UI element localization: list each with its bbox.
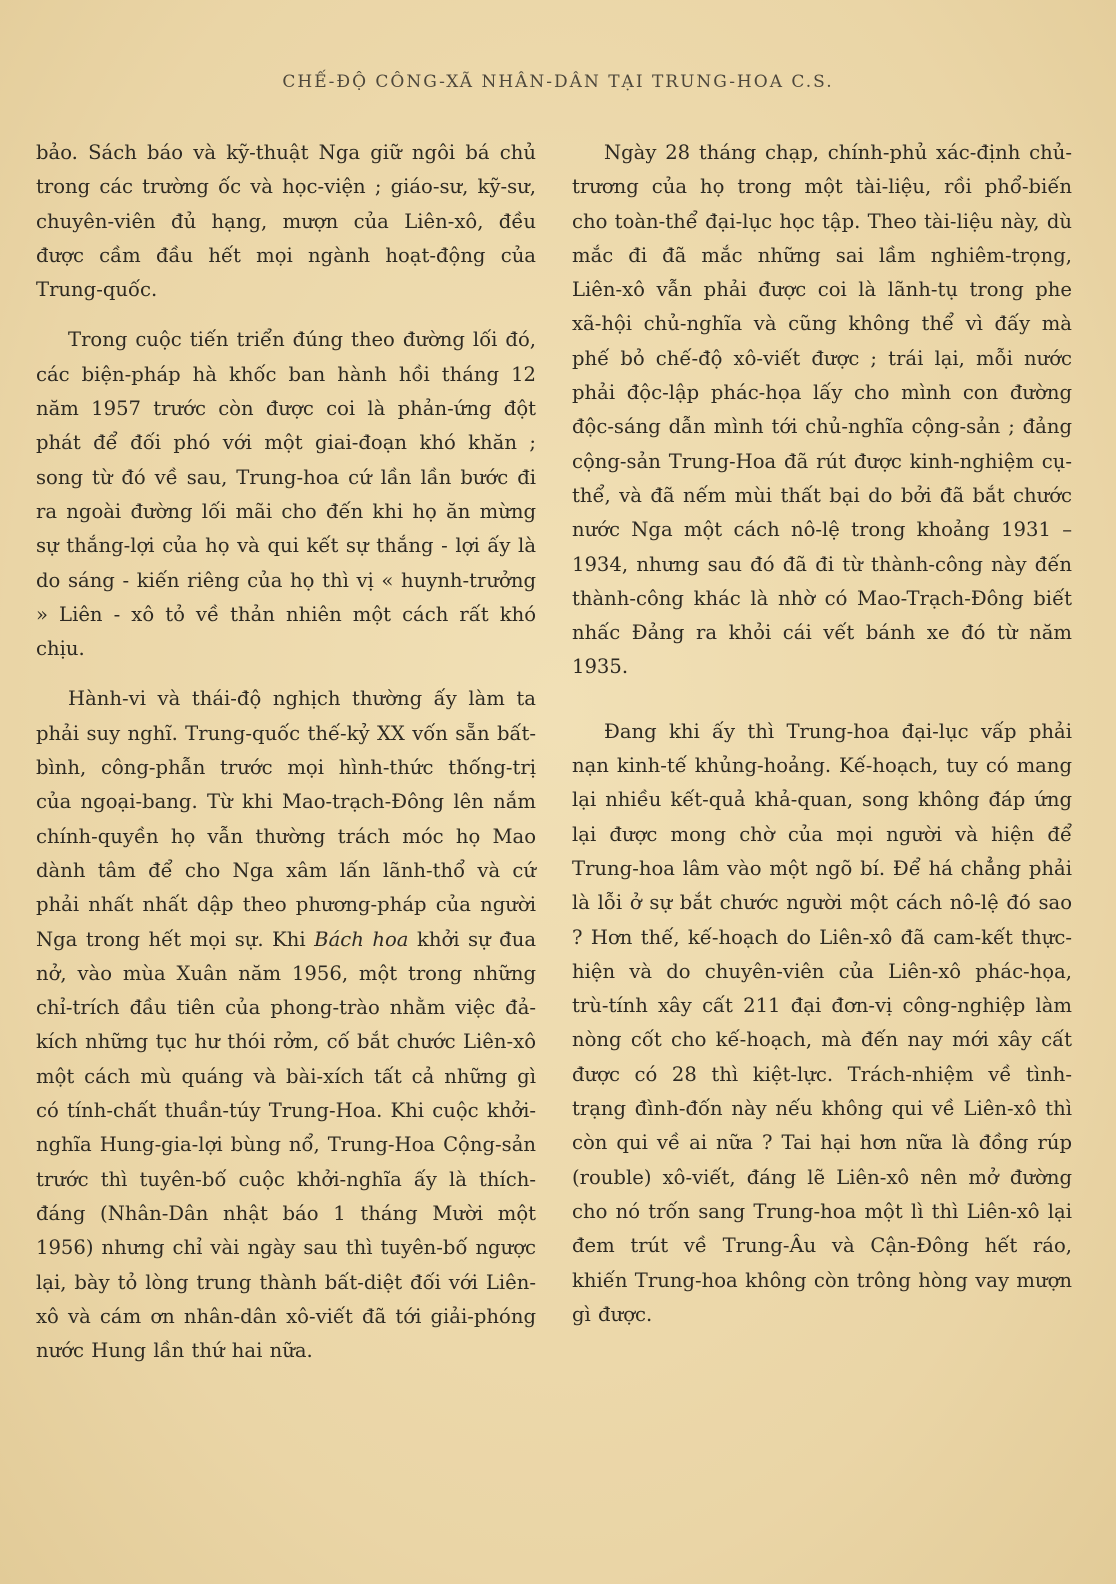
paragraph-2	[36, 323, 536, 666]
paragraph-text: Đang khi ấy thì Trung-hoa đại-lục vấp phải nạn kinh-tế khủng-hoảng. Kế-hoạch, tuy có mang lại nhiều kết-quả khả-quan, song không đáp ứng lại được mong chờ của mọi người và hiện để Trung-hoa lâm vào một ngõ bí. Để há chẳng phải là lỗi ở sự bắt chước người một cách nô-lệ đó sao ? Hơn thế, kế-hoạch do Liên-xô đã cam-kết thực-hiện và do chuyên-viên của Liên-xô phác-họa, trù-tính xây cất 211 đại đơn-vị công-nghiệp làm nòng cốt cho kế-hoạch, mà đến nay mới xây cất được có 28 thì kiệt-lực. Trách-nhiệm về tình-trạng đình-đốn này nếu không qui về Liên-xô thì còn qui về ai nữa ? Tai hại hơn nữa là đồng rúp (rouble) xô-viết, đáng lẽ Liên-xô nên mở đường cho nó trốn sang Trung-hoa một lì thì Liên-xô lại đem trút về Trung-Âu và Cận-Đông hết ráo, khiến Trung-hoa không còn trông hòng vay mượn gì được.	[572, 719, 1072, 1326]
paragraph-text-part: Hành-vi và thái-độ nghịch thường ấy làm ta phải suy nghĩ. Trung-quốc thế-kỷ XX vốn sẵn bất-bình, công-phẫn trước mọi hình-thức thống-trị của ngoại-bang. Từ khi Mao-trạch-Đông lên nắm chính-quyền họ vẫn thường trách móc họ Mao dành tâm để cho Nga xâm lấn lãnh-thổ và cứ phải nhất nhất dập theo phương-pháp của người Nga trong hết mọi sự. Khi	[36, 687, 536, 951]
right-column	[572, 136, 1072, 1332]
paragraph-text-part: khởi sự đua nở, vào mùa Xuân năm 1956, một trong những chỉ-trích đầu tiên của phong-trào nhằm việc đả-kích những tục hư thói rởm, cố bắt chước Liên-xô một cách mù quáng và bài-xích tất cả những gì có tính-chất thuần-túy Trung-Hoa. Khi cuộc khởi-nghĩa Hung-gia-lợi bùng nổ, Trung-Hoa Cộng-sản trước thì tuyên-bố cuộc khởi-nghĩa ấy là thích-đáng (Nhân-Dân nhật báo 1 tháng Mười một 1956) nhưng chỉ vài ngày sau thì tuyên-bố ngược lại, bày tỏ lòng trung thành bất-diệt đối với Liên-xô và cám ơn nhân-dân xô-viết đã tới giải-phóng nước Hung lần thứ hai nữa.	[36, 927, 537, 1363]
paragraph-text	[36, 682, 536, 1368]
paragraph-3	[36, 682, 536, 1368]
paragraph-1	[36, 136, 536, 307]
paragraph-4	[572, 136, 1072, 685]
left-column	[36, 136, 536, 1368]
paragraph-5	[572, 715, 1072, 1332]
paragraph-text: Ngày 28 tháng chạp, chính-phủ xác-định chủ-trương của họ trong một tài-liệu, rồi phổ-biến cho toàn-thể đại-lục học tập. Theo tài-liệu này, dù mắc đi đã mắc những sai lầm nghiêm-trọng, Liên-xô vẫn phải được coi là lãnh-tụ trong phe xã-hội chủ-nghĩa và cũng không thể vì đấy mà phế bỏ chế-độ xô-viết được ; trái lại, mỗi nước phải độc-lập phác-họa lấy cho mình con đường độc-sáng dẫn mình tới chủ-nghĩa cộng-sản ; đảng cộng-sản Trung-Hoa đã rút được kinh-nghiệm cụ-thể, và đã nếm mùi thất bại do bởi đã bắt chước nước Nga một cách nô-lệ trong khoảng 1931 – 1934, nhưng sau đó đã đi từ thành-công này đến thành-công khác là nhờ có Mao-Trạch-Đông biết nhấc Đảng ra khỏi cái vết bánh xe đó từ năm 1935.	[572, 141, 1072, 679]
paragraph-text: bảo. Sách báo và kỹ-thuật Nga giữ ngôi bá chủ trong các trường ốc và học-viện ; giáo-sư, kỹ-sư, chuyên-viên đủ hạng, mượn của Liên-xô, đều được cầm đầu hết mọi ngành hoạt-động của Trung-quốc.	[36, 141, 536, 302]
italic-title: Bách hoa	[314, 927, 409, 951]
paragraph-text: Trong cuộc tiến triển đúng theo đường lối đó, các biện-pháp hà khốc ban hành hồi tháng 12 năm 1957 trước còn được coi là phản-ứng đột phát để đối phó với một giai-đoạn khó khăn ; song từ đó về sau, Trung-hoa cứ lần lần bước đi ra ngoài đường lối mãi cho đến khi họ ăn mừng sự thắng-lợi của họ và qui kết sự thắng - lợi ấy là do sáng - kiến riêng của họ thì vị « huynh-trưởng » Liên - xô tỏ về thản nhiên một cách rất khó chịu.	[36, 328, 536, 661]
running-head: CHẾ-ĐỘ CÔNG-XÃ NHÂN-DÂN TẠI TRUNG-HOA C.S.	[282, 72, 834, 92]
